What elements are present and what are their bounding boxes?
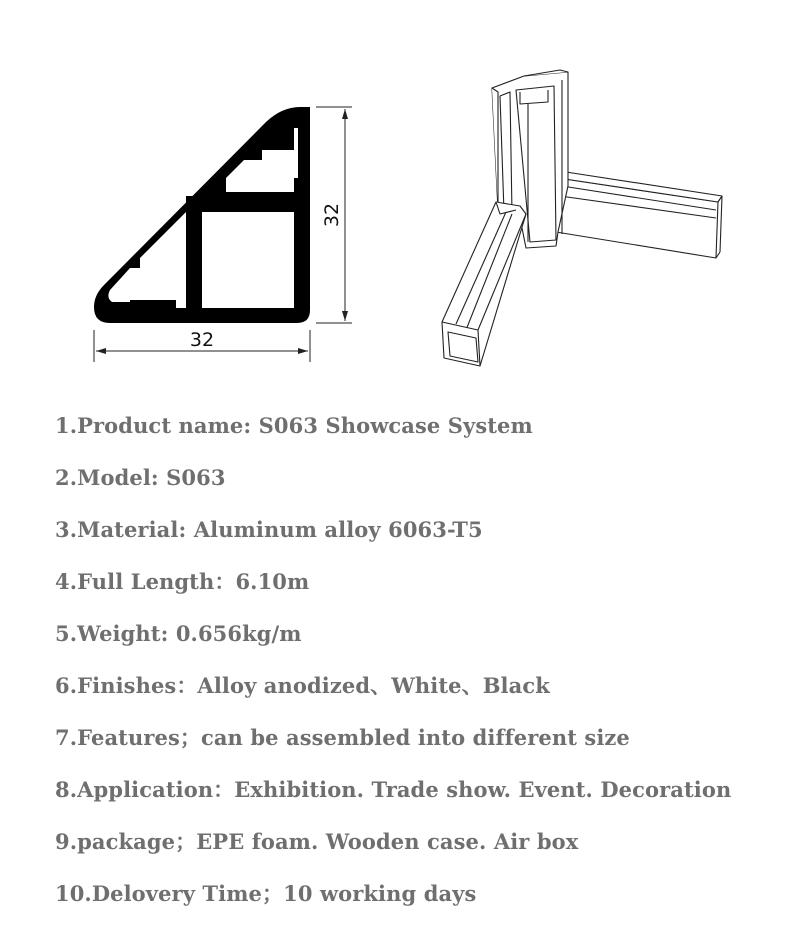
specification-list xyxy=(55,404,731,924)
spec-model: 2.Model: S063 xyxy=(55,465,226,490)
spec-delivery-time: 10.Delovery Time；10 working days xyxy=(55,881,477,906)
assembly-3d-view xyxy=(442,70,722,366)
width-dimension-label: 32 xyxy=(189,329,215,351)
spec-weight: 5.Weight: 0.656kg/m xyxy=(55,621,302,646)
spec-material: 3.Material: Aluminum alloy 6063-T5 xyxy=(55,517,483,542)
product-diagram xyxy=(0,0,790,390)
profile-cross-section xyxy=(94,107,352,362)
spec-application: 8.Application：Exhibition. Trade show. Event. Decoration xyxy=(55,777,732,802)
spec-features: 7.Features；can be assembled into different size xyxy=(55,725,630,750)
height-dimension-label: 32 xyxy=(321,202,343,228)
spec-package: 9.package；EPE foam. Wooden case. Air box xyxy=(55,829,579,854)
spec-full-length: 4.Full Length：6.10m xyxy=(55,569,310,594)
spec-finishes: 6.Finishes：Alloy anodized、White、Black xyxy=(55,673,550,698)
spec-product-name: 1.Product name: S063 Showcase System xyxy=(55,413,533,438)
